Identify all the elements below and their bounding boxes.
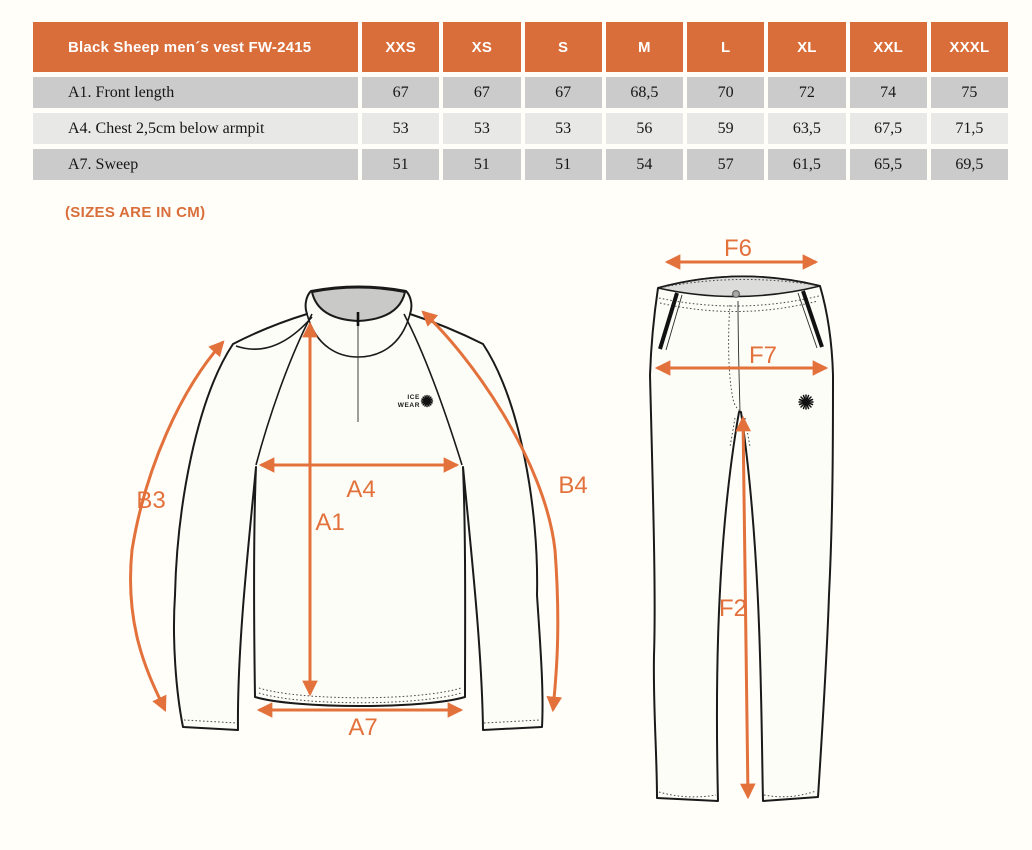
table-value: 57 bbox=[687, 149, 764, 180]
table-value: 65,5 bbox=[850, 149, 927, 180]
table-value: 67 bbox=[443, 77, 520, 108]
table-value: 53 bbox=[525, 113, 602, 144]
table-value: 68,5 bbox=[606, 77, 683, 108]
table-value: 51 bbox=[525, 149, 602, 180]
table-value: 74 bbox=[850, 77, 927, 108]
size-column-header-xxs: XXS bbox=[362, 22, 439, 72]
table-value: 56 bbox=[606, 113, 683, 144]
measurement-label-a4: A4 bbox=[346, 476, 376, 503]
pants-snowflake-icon bbox=[799, 395, 813, 409]
table-value: 63,5 bbox=[768, 113, 845, 144]
table-value: 51 bbox=[443, 149, 520, 180]
table-value: 67 bbox=[525, 77, 602, 108]
table-value: 71,5 bbox=[931, 113, 1008, 144]
table-value: 67,5 bbox=[850, 113, 927, 144]
size-column-header-l: L bbox=[687, 22, 764, 72]
logo-snowflake-icon bbox=[422, 396, 433, 407]
size-column-header-xxl: XXL bbox=[850, 22, 927, 72]
measurement-label-a7: A7 bbox=[348, 714, 378, 741]
table-value: 61,5 bbox=[768, 149, 845, 180]
fleece-diagram bbox=[120, 250, 590, 750]
measurement-label-b4: B4 bbox=[558, 472, 588, 499]
table-value: 59 bbox=[687, 113, 764, 144]
measurement-label-f7: F7 bbox=[748, 342, 778, 369]
table-value: 69,5 bbox=[931, 149, 1008, 180]
table-value: 67 bbox=[362, 77, 439, 108]
units-note: (SIZES ARE IN CM) bbox=[65, 204, 206, 221]
size-column-header-xl: XL bbox=[768, 22, 845, 72]
size-column-header-xxxl: XXXL bbox=[931, 22, 1008, 72]
table-value: 51 bbox=[362, 149, 439, 180]
pants-outline bbox=[650, 276, 833, 801]
brand-text-line2: WEAR bbox=[397, 402, 420, 409]
table-value: 53 bbox=[362, 113, 439, 144]
row-label-front-length: A1. Front length bbox=[33, 77, 358, 108]
brand-text-line1: ICE bbox=[407, 394, 420, 401]
size-table bbox=[33, 22, 1008, 180]
table-value: 72 bbox=[768, 77, 845, 108]
table-value: 70 bbox=[687, 77, 764, 108]
table-value: 75 bbox=[931, 77, 1008, 108]
measurement-label-f6: F6 bbox=[723, 235, 753, 262]
size-column-header-xs: XS bbox=[443, 22, 520, 72]
measurement-label-f2: F2 bbox=[718, 595, 748, 622]
row-label-sweep: A7. Sweep bbox=[33, 149, 358, 180]
size-column-header-m: M bbox=[606, 22, 683, 72]
table-title: Black Sheep men´s vest FW-2415 bbox=[33, 22, 358, 72]
pants-diagram bbox=[630, 235, 890, 845]
waist-button bbox=[733, 291, 740, 298]
size-column-header-s: S bbox=[525, 22, 602, 72]
table-value: 53 bbox=[443, 113, 520, 144]
measurement-label-a1: A1 bbox=[315, 509, 345, 536]
row-label-chest: A4. Chest 2,5cm below armpit bbox=[33, 113, 358, 144]
measurement-label-b3: B3 bbox=[136, 487, 166, 514]
table-value: 54 bbox=[606, 149, 683, 180]
